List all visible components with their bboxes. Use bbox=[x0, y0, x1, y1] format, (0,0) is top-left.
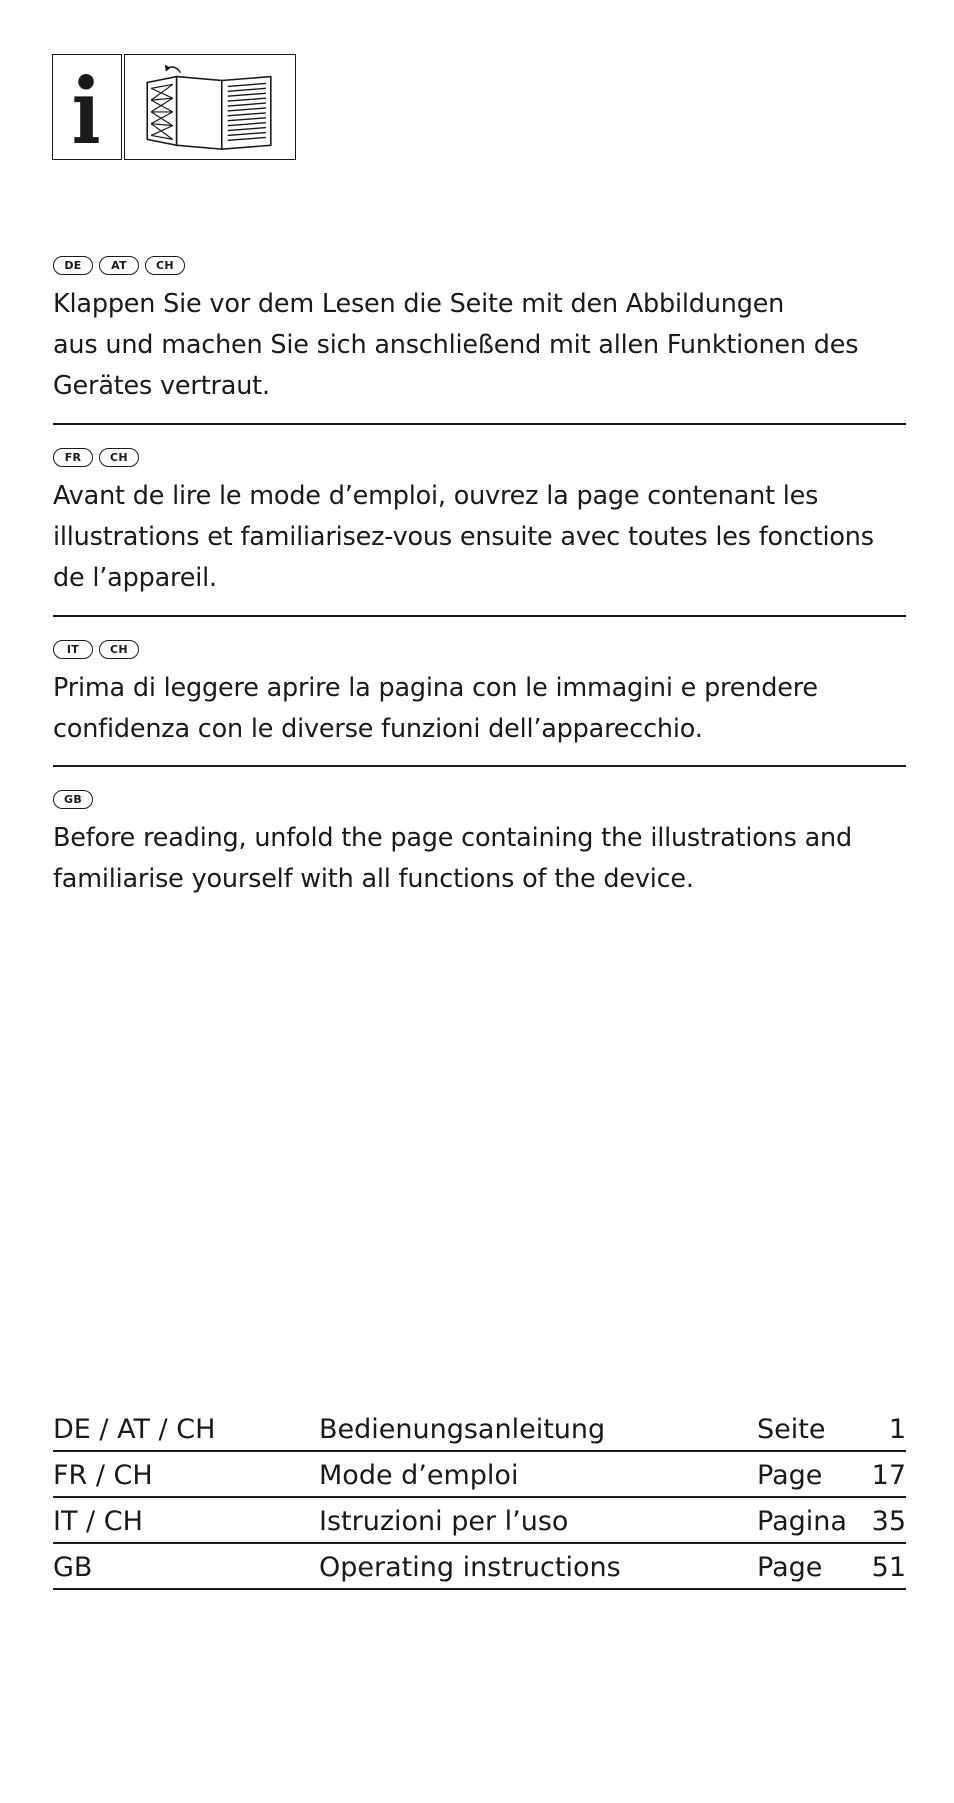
toc-language: DE / AT / CH bbox=[53, 1414, 216, 1445]
language-badges bbox=[53, 788, 906, 810]
toc-language: IT / CH bbox=[53, 1506, 143, 1537]
toc-page-label: Page bbox=[757, 1460, 823, 1491]
toc-row[interactable] bbox=[53, 1452, 906, 1498]
text-line: Gerätes vertraut. bbox=[53, 371, 270, 401]
section-it bbox=[53, 638, 906, 750]
badge-it: IT bbox=[53, 640, 93, 659]
badge-de: DE bbox=[53, 256, 93, 275]
text-line: confidenza con le diverse funzioni dell’apparecchio. bbox=[53, 714, 703, 744]
toc-page-label: Pagina bbox=[757, 1506, 847, 1537]
toc-title: Operating instructions bbox=[319, 1552, 621, 1583]
section-divider bbox=[53, 765, 906, 767]
text-line: Klappen Sie vor dem Lesen die Seite mit den Abbildungen bbox=[53, 289, 785, 319]
section-divider bbox=[53, 423, 906, 425]
toc-language: GB bbox=[53, 1552, 93, 1583]
badge-gb: GB bbox=[53, 790, 93, 809]
toc-page-number: 35 bbox=[871, 1506, 906, 1537]
language-badges bbox=[53, 638, 906, 660]
language-badges bbox=[53, 446, 906, 468]
section-text bbox=[53, 668, 906, 750]
text-line: Prima di leggere aprire la pagina con le immagini e prendere bbox=[53, 673, 818, 703]
toc-page-number: 1 bbox=[888, 1414, 906, 1445]
toc-page-label: Seite bbox=[757, 1414, 826, 1445]
badge-ch: CH bbox=[145, 256, 185, 275]
toc-title: Bedienungsanleitung bbox=[319, 1414, 606, 1445]
text-line: de l’appareil. bbox=[53, 563, 217, 593]
toc-title: Istruzioni per l’uso bbox=[319, 1506, 569, 1537]
language-badges bbox=[53, 254, 906, 276]
unfold-pages-icon bbox=[124, 54, 296, 160]
toc-row[interactable] bbox=[53, 1406, 906, 1452]
toc-page-label: Page bbox=[757, 1552, 823, 1583]
toc-row[interactable] bbox=[53, 1498, 906, 1544]
info-icon bbox=[52, 54, 122, 160]
badge-ch: CH bbox=[99, 448, 139, 467]
text-line: familiarise yourself with all functions of the device. bbox=[53, 864, 694, 894]
section-fr bbox=[53, 446, 906, 599]
text-line: Avant de lire le mode d’emploi, ouvrez la page contenant les bbox=[53, 481, 819, 511]
text-line: illustrations et familiarisez-vous ensuite avec toutes les fonctions bbox=[53, 522, 874, 552]
table-of-contents bbox=[53, 1406, 906, 1590]
section-gb bbox=[53, 788, 906, 900]
toc-row[interactable] bbox=[53, 1544, 906, 1590]
toc-title: Mode d’emploi bbox=[319, 1460, 519, 1491]
badge-ch: CH bbox=[99, 640, 139, 659]
section-text bbox=[53, 284, 906, 407]
toc-page-number: 51 bbox=[871, 1552, 906, 1583]
text-line: Before reading, unfold the page containing the illustrations and bbox=[53, 823, 852, 853]
section-divider bbox=[53, 615, 906, 617]
badge-fr: FR bbox=[53, 448, 93, 467]
toc-page-number: 17 bbox=[871, 1460, 906, 1491]
section-text bbox=[53, 476, 906, 599]
toc-language: FR / CH bbox=[53, 1460, 153, 1491]
section-de bbox=[53, 254, 906, 407]
section-text bbox=[53, 818, 906, 900]
badge-at: AT bbox=[99, 256, 139, 275]
text-line: aus und machen Sie sich anschließend mit allen Funktionen des bbox=[53, 330, 859, 360]
